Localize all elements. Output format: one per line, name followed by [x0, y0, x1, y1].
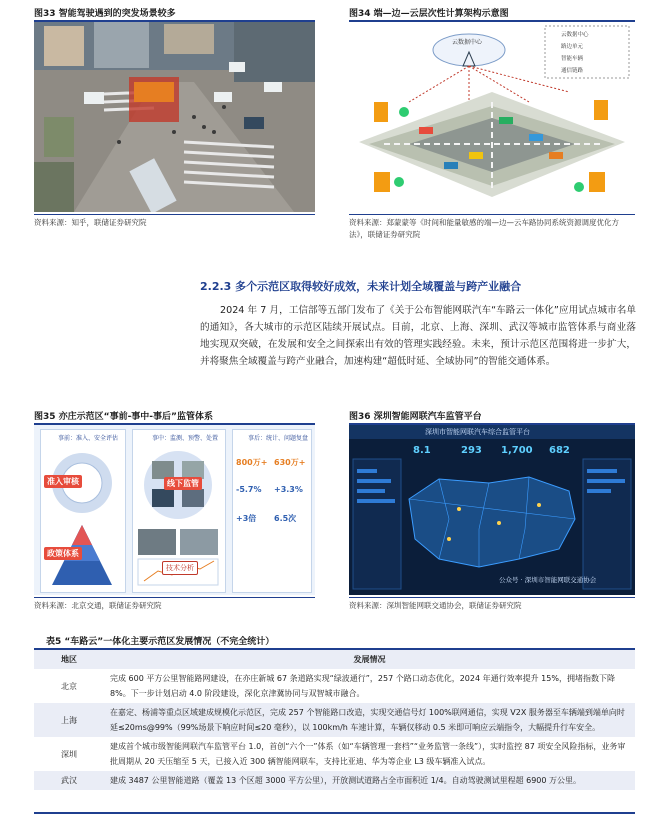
stat-4: +3.3%	[274, 485, 303, 494]
policy-system-tag: 政策体系	[44, 547, 82, 560]
fig34-architecture-diagram	[349, 22, 635, 212]
col2-label: 事中：监测、预警、处置	[152, 435, 219, 442]
header-status: 发展情况	[353, 655, 386, 664]
stat-5: +3倍	[236, 514, 257, 523]
svg-text:路边单元: 路边单元	[561, 44, 584, 50]
fig33-source: 资料来源：知乎，联储证券研究院	[34, 218, 147, 227]
col1-label: 事前：准入、安全评估	[58, 435, 119, 442]
table-row	[34, 703, 635, 737]
fig33-title: 图33 智能驾驶遇到的突发场景较多	[34, 9, 176, 19]
svg-text:智能车辆: 智能车辆	[561, 56, 584, 62]
table-row	[34, 737, 635, 771]
row-text: 建成 3487 公里智能道路（覆盖 13 个区超 3000 平方公里），开放测试道路占全市面积近 1/4。自动驾驶测试里程超 6900 万公里。	[110, 776, 582, 785]
section-heading: 2.2.3 多个示范区取得较好成效，未来计划全域覆盖与跨产业融合	[200, 280, 522, 293]
row-text: 在嘉定、杨浦等重点区域建成规模化示范区，完成 257 个智能路口改造，实现交通信号灯 100%联网通信，实现 V2X 服务器至车辆端到端单向时延≤20ms@99%（99%场景下响应时间≤20 毫秒），以 100km/h 车速计算，车辆仅移动 0.5 米即可响应云端指令，大幅提升行车安全。	[110, 708, 625, 732]
table5-bottom-rule	[34, 812, 635, 814]
stat-6: 6.5次	[274, 514, 297, 523]
stat-2: 630万+	[274, 458, 306, 467]
row-region: 上海	[61, 715, 77, 725]
table5-title: 表5 “车路云”一体化主要示范区发展情况（不完全统计）	[46, 637, 275, 647]
platform-stat-1: 8.1	[413, 445, 431, 456]
table-header-row	[34, 650, 635, 669]
cloud-label: 云数据中心	[452, 39, 483, 46]
platform-title: 深圳市智能网联汽车综合监管平台	[425, 428, 530, 436]
platform-stat-2: 293	[461, 445, 482, 456]
post-event-stats	[236, 457, 306, 577]
row-region: 深圳	[61, 749, 77, 759]
fig35-bottom-rule	[34, 597, 315, 598]
header-region: 地区	[61, 655, 77, 664]
fig34-source: 资料来源：郑蒙蒙等《时间和能量敏感的端—边—云车路协同系统资源调度优化方法》，联储证券研究院	[349, 218, 619, 239]
row-text: 建成首个城市级智能网联汽车监管平台 1.0，首创“六个一”体系（如“车辆管理一套档”“业务监管一条线”），实时监控 87 项安全风险指标，业务审批周期从 20 天压缩至 5 天，已接入近 300 辆智能网联车，支持比亚迪、华为等企业 L3 级车辆准入试点。	[110, 742, 626, 766]
fig36-source: 资料来源：深圳智能网联交通协会，联储证券研究院	[349, 601, 522, 610]
platform-stat-4: 682	[549, 445, 570, 456]
row-text: 完成 600 平方公里智能路网建设，在亦庄新城 67 条道路实现“绿波通行”，257 个路口动态优化，2024 年通行效率提升 15%，拥堵指数下降 8%。下一步计划启动 4.0 阶段建设，深化京津冀协同与双智城市融合。	[110, 674, 615, 698]
table-row	[34, 669, 635, 703]
fig36-platform-screenshot	[349, 425, 635, 595]
platform-stat-3: 1,700	[501, 445, 533, 456]
fig36-title: 图36 深圳智能网联汽车监管平台	[349, 412, 482, 422]
tech-analysis-tag: 技术分析	[162, 561, 198, 575]
fig36-bottom-rule	[349, 597, 635, 598]
fig34-title: 图34 端—边—云层次性计算架构示意图	[349, 9, 509, 19]
row-region: 北京	[61, 681, 77, 691]
fig33-bottom-rule	[34, 214, 315, 215]
table5	[34, 650, 635, 790]
fig35-title: 图35 亦庄示范区“事前-事中-事后”监管体系	[34, 412, 213, 422]
stat-3: -5.7%	[236, 485, 262, 494]
fig35-supervision-diagram	[34, 425, 315, 595]
offline-supervision-tag: 线下监管	[164, 477, 202, 490]
platform-watermark: 公众号 · 深圳市智能网联交通协会	[499, 576, 597, 584]
fig34-bottom-rule	[349, 214, 635, 215]
access-review-tag: 准入审核	[44, 475, 82, 488]
stat-1: 800万+	[236, 458, 268, 467]
fig33-traffic-photo	[34, 22, 315, 212]
section-paragraph: 2024 年 7 月，工信部等五部门发布了《关于公布智能网联汽车“车路云一体化”应用试点城市名单的通知》，各大城市的示范区陆续开展试点。目前，北京、上海、深圳、武汉等城市监管体系与商业落地实现双突破，在发展和安全之间探索出有效的管理实践经验。未来，预计示范区范围将进一步扩大，并将聚焦全域覆盖与跨产业融合，加速构建“超低时延、全域协同”的智能交通体系。	[200, 305, 636, 367]
fig35-source: 资料来源：北京交通，联储证券研究院	[34, 601, 162, 610]
svg-text:通信链路: 通信链路	[561, 68, 584, 74]
svg-text:云数据中心: 云数据中心	[561, 32, 589, 38]
table-row	[34, 771, 635, 790]
row-region: 武汉	[61, 776, 77, 785]
col3-label: 事后：统计、问题复盘	[248, 435, 309, 442]
